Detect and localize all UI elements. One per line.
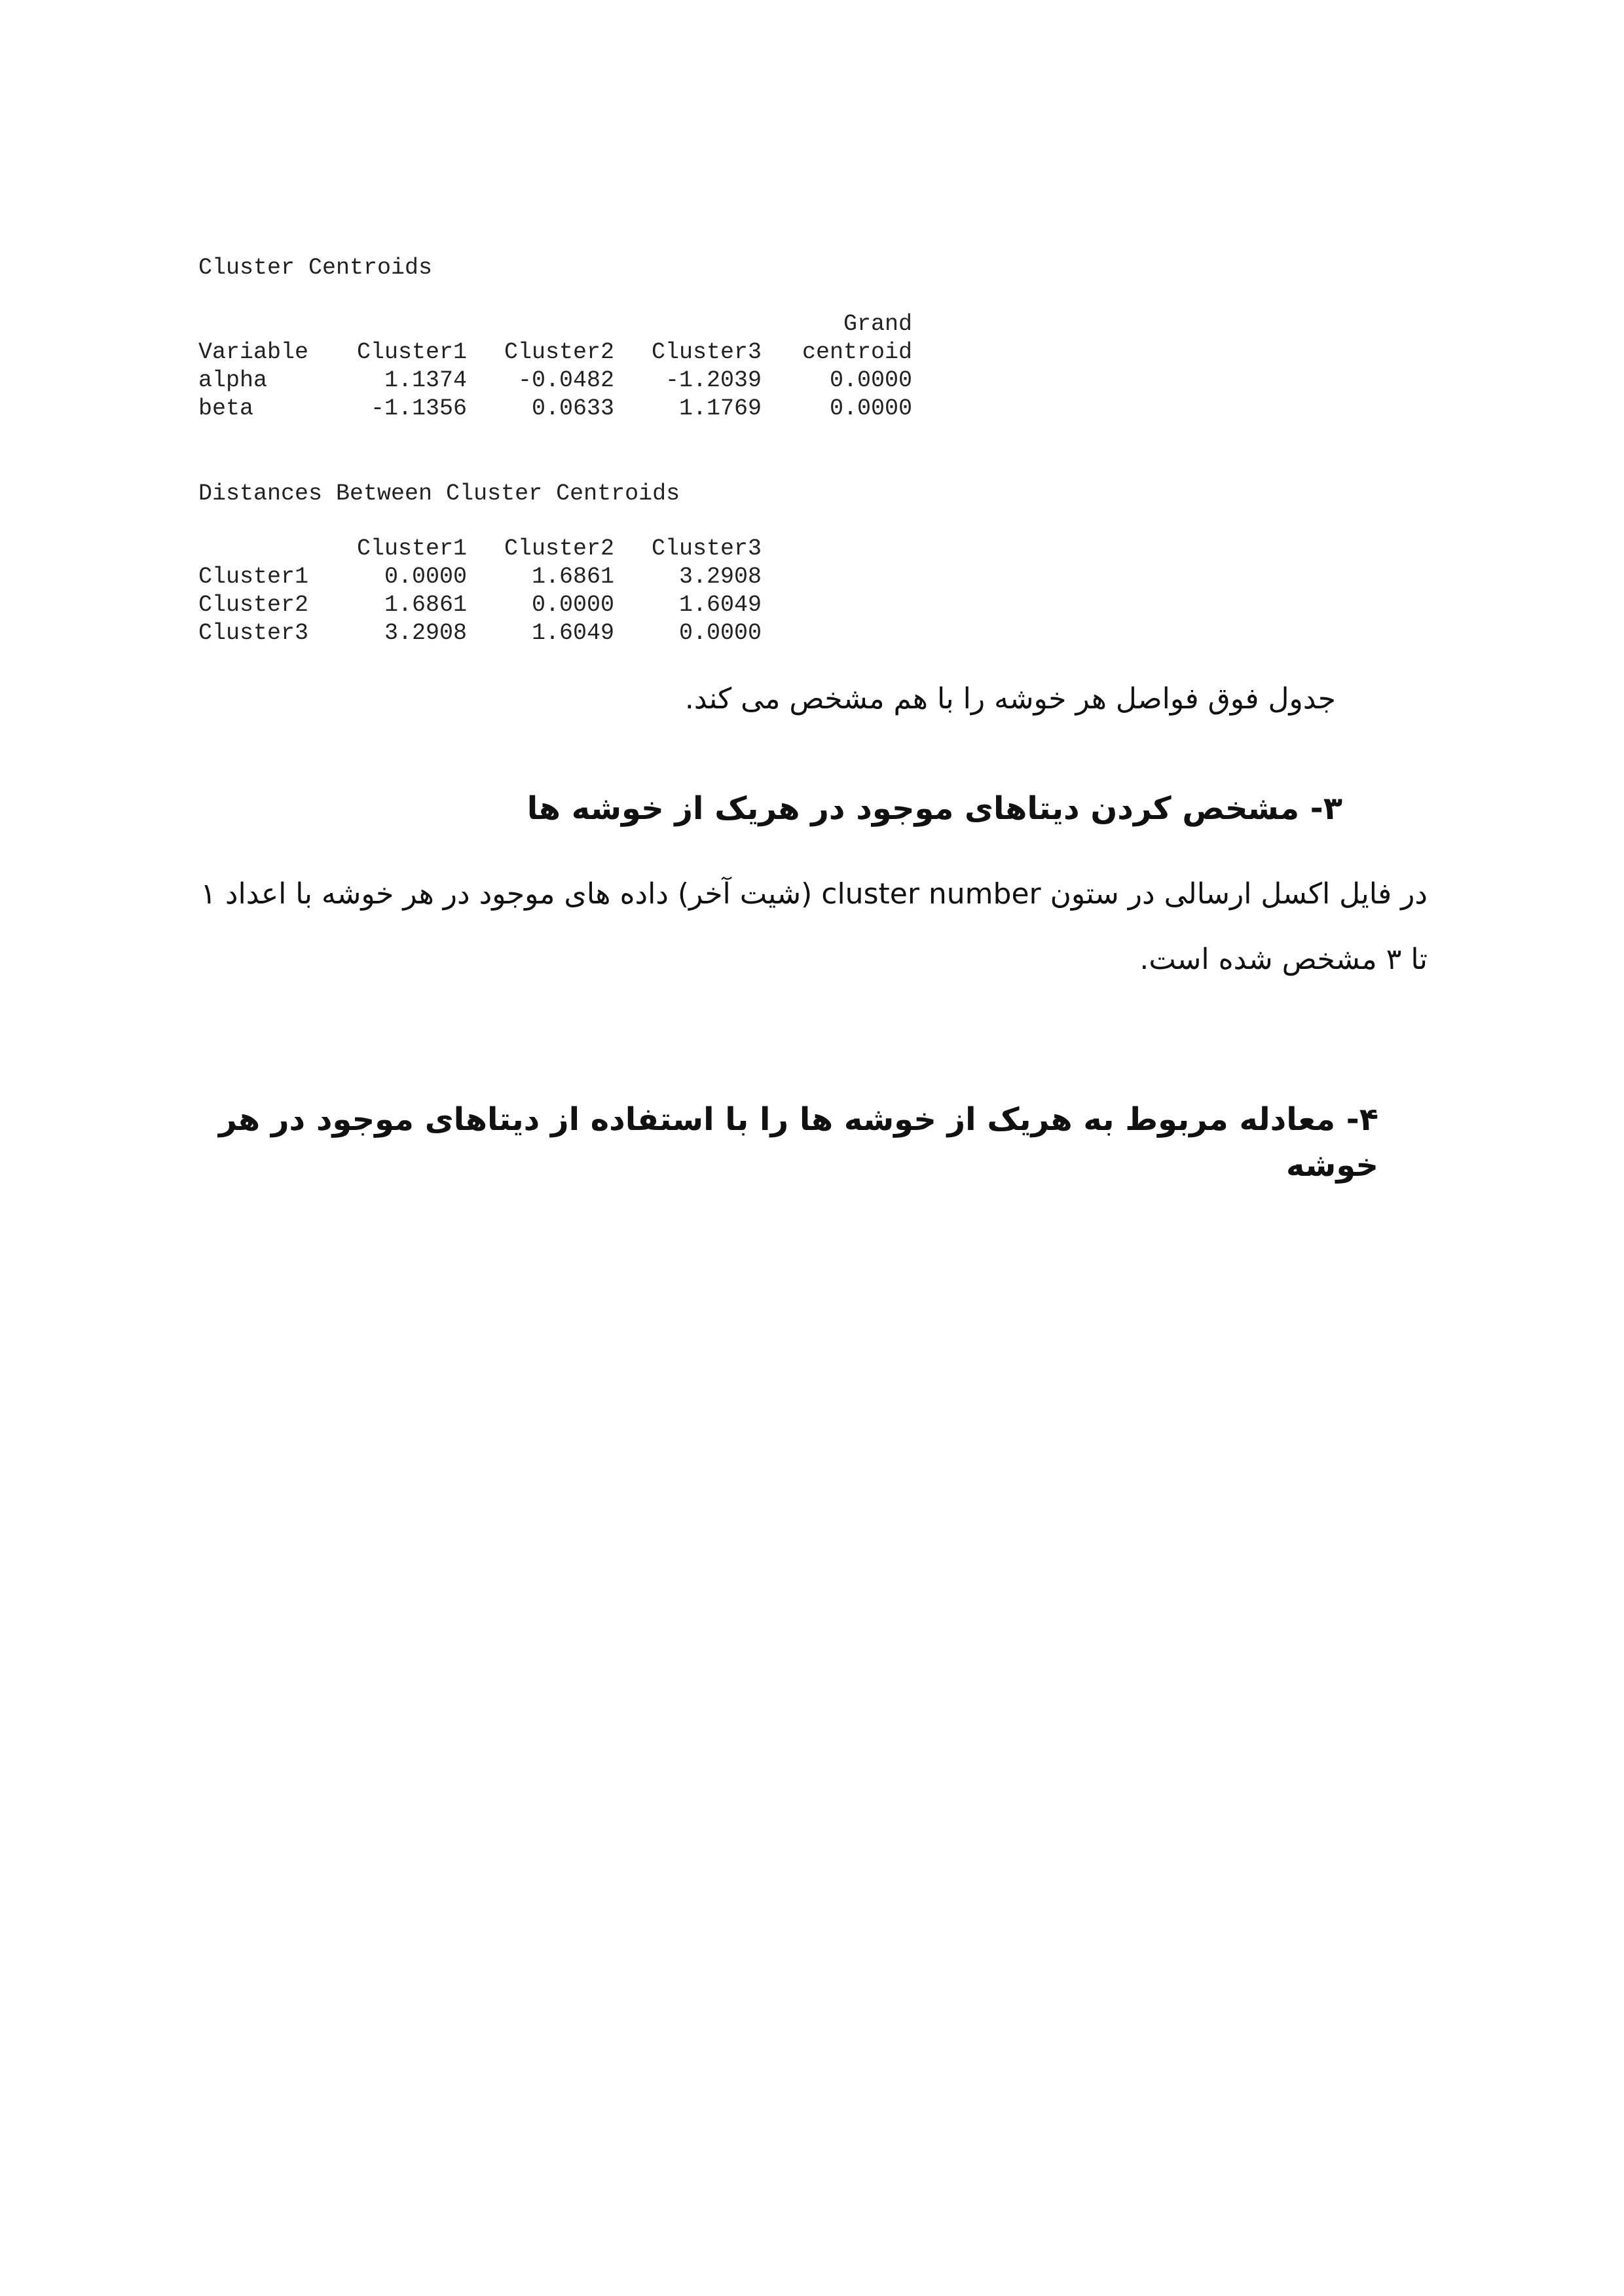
table-row [198,367,919,395]
column-header-cluster3: Cluster3 [651,536,762,562]
table-cell: 1.1374 [384,367,467,393]
table-row [198,395,919,423]
centroids-table [198,310,919,428]
centroids-header-row [198,338,919,367]
table-row [198,591,919,619]
column-header-cluster1: Cluster1 [356,339,467,365]
table-cell: 0.0000 [678,620,762,646]
table-row [198,563,919,591]
column-header-cluster2: Cluster2 [504,339,614,365]
distances-title: Distances Between Cluster Centroids [198,481,680,507]
table-cell: 3.2908 [678,564,762,590]
centroids-title: Cluster Centroids [198,255,433,281]
table-cell: -0.0482 [517,367,614,393]
table-cell: 1.6861 [384,592,467,618]
table-cell: -1.2039 [665,367,762,393]
table-cell: 1.6049 [531,620,614,646]
cluster-number-term: cluster number [821,877,1041,911]
column-header-cluster1: Cluster1 [356,536,467,562]
section-heading-4: ۴- معادله مربوط به هریک از خوشه ها را با استفاده از دیتاهای موجود در هر خوشه [219,1101,1378,1184]
paragraph-cluster-number [190,862,1428,993]
centroids-header-top-row [198,310,919,338]
table-cell: 0.0633 [531,395,614,422]
column-header-cluster2: Cluster2 [504,536,614,562]
paragraph-text-after: (شیت آخر) داده های موجود در هر خوشه با اعداد ۱ تا ۳ مشخص شده است. [200,877,1428,976]
column-header-centroid: centroid [802,339,912,365]
table-cell: 1.1769 [678,395,762,422]
paragraph-text-before: در فایل اکسل ارسالی در ستون [1041,877,1428,911]
column-header-variable: Variable [198,339,309,365]
table-row [198,619,919,647]
row-label: Cluster2 [198,592,309,618]
table-cell: 1.6049 [678,592,762,618]
distances-header-row [198,535,919,563]
table-cell: 0.0000 [829,367,912,393]
table-cell: 3.2908 [384,620,467,646]
table-cell: 0.0000 [829,395,912,422]
table-cell: 0.0000 [531,592,614,618]
distances-table [198,535,919,653]
table-cell: 0.0000 [384,564,467,590]
column-header-cluster3: Cluster3 [651,339,762,365]
row-label: Cluster3 [198,620,309,646]
row-label: alpha [198,367,268,393]
grand-header: Grand [843,311,912,337]
row-label: beta [198,395,254,422]
section-heading-3: ۳- مشخص کردن دیتاهای موجود در هریک از خوشه ها [526,790,1342,827]
row-label: Cluster1 [198,564,309,590]
table-cell: 1.6861 [531,564,614,590]
table-cell: -1.1356 [370,395,467,422]
table-note: جدول فوق فواصل هر خوشه را با هم مشخص می کند. [684,682,1336,716]
